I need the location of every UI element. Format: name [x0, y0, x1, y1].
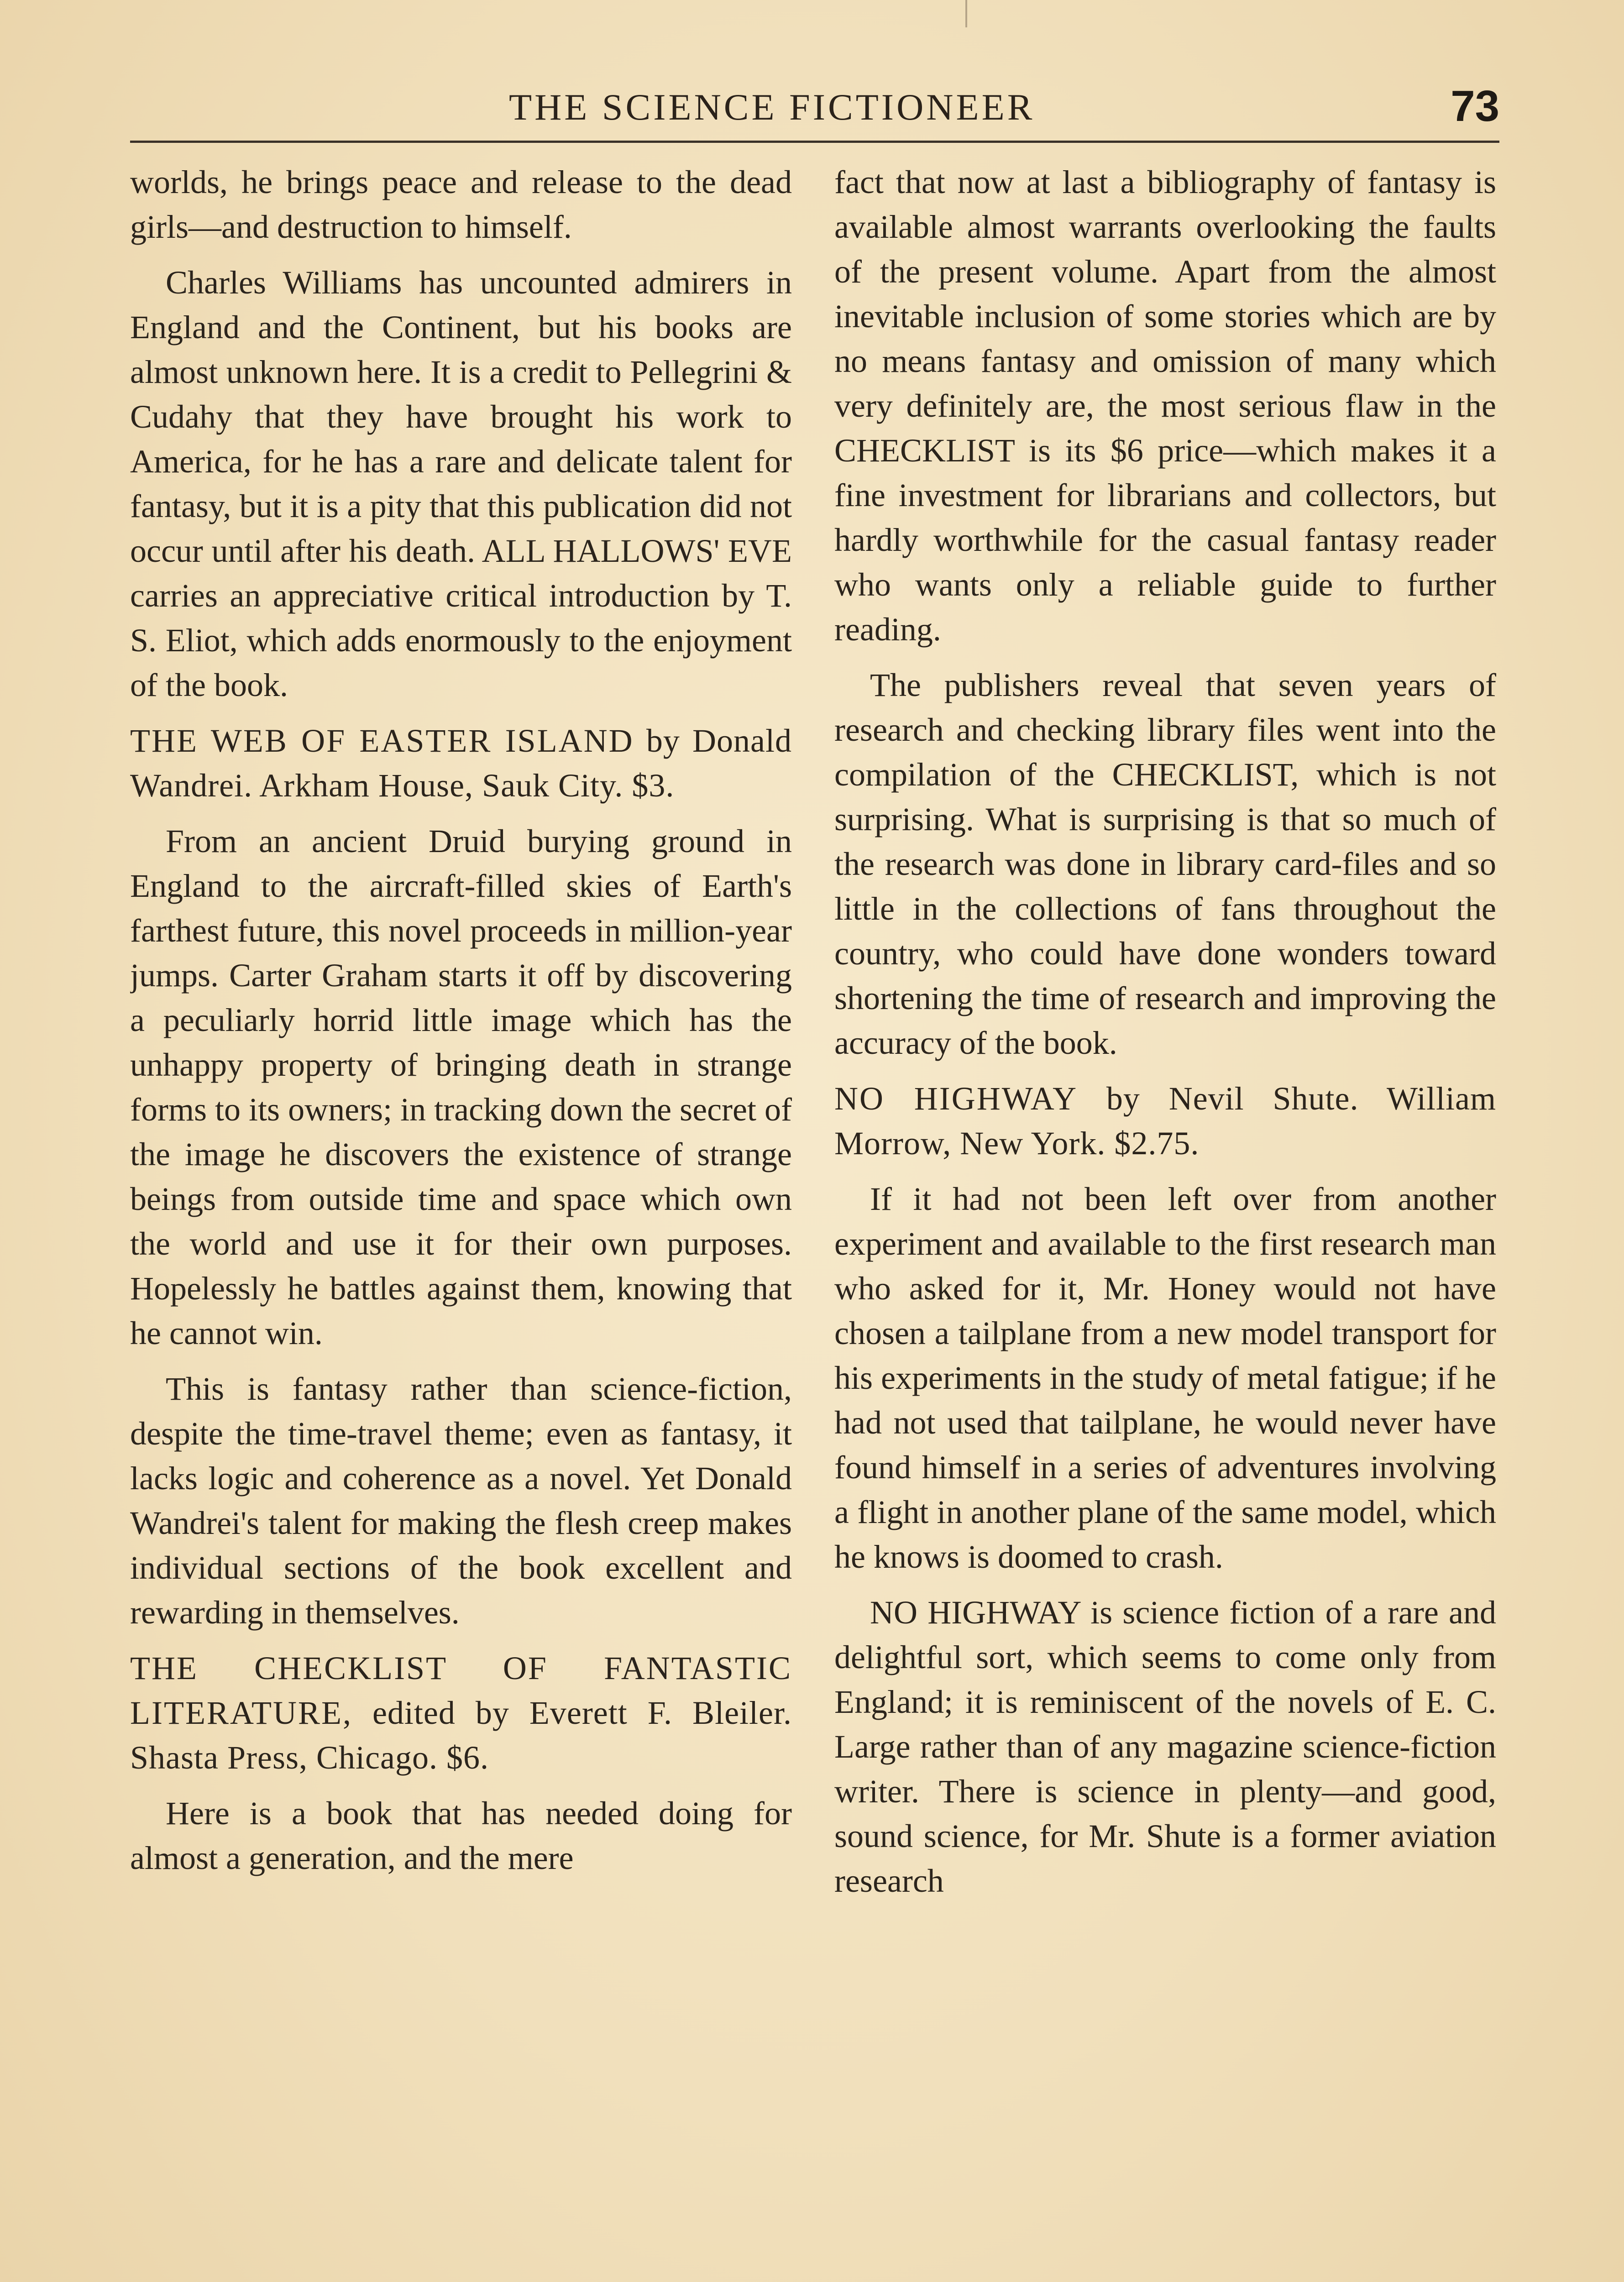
paragraph: worlds, he brings peace and release to the dead girls—and destruction to himself.	[130, 164, 792, 245]
magazine-title: THE SCIENCE FICTIONEER	[509, 86, 1035, 128]
page-number: 73	[1451, 82, 1499, 131]
book-title: THE CHECKLIST OF FANTASTIC LITERATURE,	[130, 1650, 792, 1731]
paragraph: Here is a book that has needed doing for almost a generation, and the mere	[130, 1795, 792, 1876]
paragraph: Charles Williams has uncounted admirers in England and the Continent, but his books are almost unknown here. It is a credit to Pellegrini & Cudahy that they have brought his work to America, for he has a rare and delicate talent for fantasy, but it is a pity that this publication did not occur until after his death. ALL HALLOWS' EVE carries an appreciative critical introduction by T. S. Eliot, which adds enormously to the enjoyment of the book.	[130, 264, 792, 703]
paragraph: From an ancient Druid burying ground in England to the aircraft-filled skies of Earth's farthest future, this novel proceeds in million-year jumps. Carter Graham starts it off by discovering a peculiarly horrid little image which has the unhappy property of bringing death in strange forms to its owners; in tracking down the secret of the image he discovers the existence of strange beings from outside time and space which own the world and use it for their own purposes. Hopelessly he battles against them, knowing that he cannot win.	[130, 823, 792, 1351]
review-heading	[130, 718, 792, 808]
paragraph: If it had not been left over from another experiment and available to the first research man who asked for it, Mr. Honey would not have chosen a tailplane from a new model transport for his experiments in the study of metal fatigue; if he had not used that tailplane, he would never have found himself in a series of adventures involving a flight in another plane of the same model, which he knows is doomed to crash.	[834, 1181, 1496, 1575]
book-byline: edited by Everett F. Bleiler. Shasta Press, Chicago. $6.	[130, 1695, 792, 1776]
header-rule	[130, 141, 1499, 143]
book-title: THE WEB OF EASTER ISLAND	[130, 722, 634, 759]
book-byline: by Donald Wandrei. Arkham House, Sauk City. $3.	[130, 722, 792, 804]
paragraph: fact that now at last a bibliography of fantasy is available almost warrants overlooking the faults of the present volume. Apart from the almost inevitable inclusion of some stories which are by no means fantasy and omission of many which very definitely are, the most serious flaw in the CHECKLIST is its $6 price—which makes it a fine investment for librarians and collectors, but hardly worthwhile for the casual fantasy reader who wants only a reliable guide to further reading.	[834, 164, 1496, 648]
paragraph: The publishers reveal that seven years of research and checking library files went into the compilation of the CHECKLIST, which is not surprising. What is surprising is that so much of the research was done in library card-files and so little in the collections of fans throughout the country, who could have done wonders toward shortening the time of research and improving the accuracy of the book.	[834, 667, 1496, 1061]
paragraph: This is fantasy rather than science-fiction, despite the time-travel theme; even as fantasy, it lacks logic and coherence as a novel. Yet Donald Wandrei's talent for making the flesh creep makes individual sections of the book excellent and rewarding in themselves.	[130, 1371, 792, 1631]
book-title: NO HIGHWAY	[834, 1080, 1078, 1117]
paragraph: NO HIGHWAY is science fiction of a rare and delightful sort, which seems to come only from England; it is reminiscent of the novels of E. C. Large rather than of any magazine science-fiction writer. There is science in plenty—and good, sound science, for Mr. Shute is a former aviation research	[834, 1594, 1496, 1899]
right-column	[834, 160, 1496, 2282]
review-heading	[834, 1076, 1496, 1166]
left-column	[130, 160, 792, 2282]
book-byline: by Nevil Shute. William Morrow, New York. $2.75.	[834, 1080, 1496, 1162]
paper-mark	[965, 0, 967, 27]
review-heading	[130, 1646, 792, 1780]
running-header	[130, 78, 1499, 146]
